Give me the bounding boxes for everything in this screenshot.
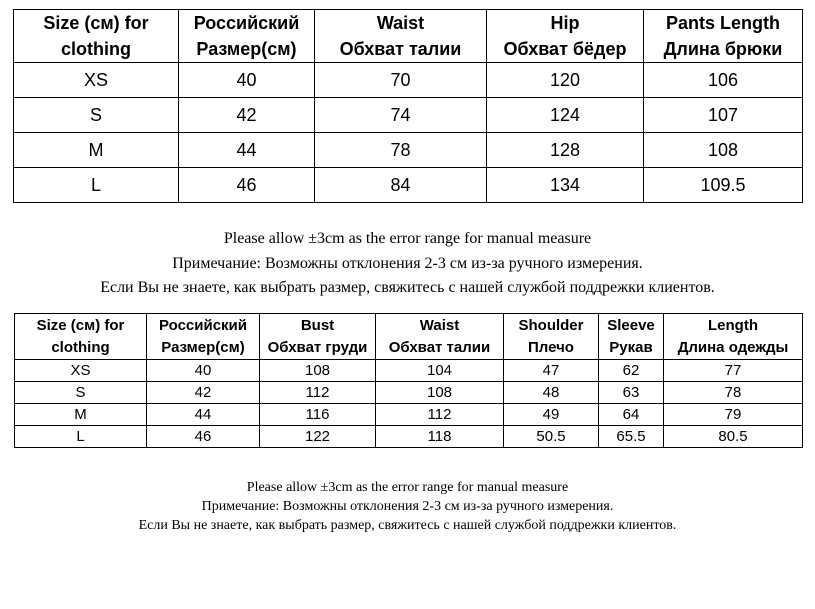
header-line: Pants Length (665, 13, 780, 33)
table-cell: 108 (644, 133, 803, 168)
header-line: Обхват груди (267, 338, 368, 356)
header-line: Waist (419, 316, 460, 334)
table-cell: 62 (599, 360, 664, 382)
table-cell: 108 (260, 360, 376, 382)
table-cell: 40 (179, 63, 315, 98)
table-cell: 108 (376, 382, 504, 404)
table-row (15, 404, 803, 426)
table-cell: 65.5 (599, 426, 664, 448)
table-cell: 109.5 (644, 168, 803, 203)
header-pants-length-cell (644, 10, 803, 63)
header-line: Bust (300, 316, 335, 334)
header-line: Shoulder (518, 316, 584, 334)
table-cell: 106 (644, 63, 803, 98)
header-line: Size (см) for (36, 316, 125, 334)
table-row (15, 382, 803, 404)
table-cell: 46 (147, 426, 260, 448)
measurement-error-note-ru: Примечание: Возможны отклонения 2-3 см из-за ручного измерения. (201, 499, 614, 514)
table-cell: 104 (376, 360, 504, 382)
table-cell: 128 (487, 133, 644, 168)
header-line: clothing (51, 338, 110, 356)
header-line: Обхват бёдер (503, 39, 627, 59)
table-cell: 78 (315, 133, 487, 168)
header-size-cell (14, 10, 179, 63)
header-line: Рукав (609, 338, 653, 356)
table-cell: 42 (147, 382, 260, 404)
header-line: Waist (376, 13, 425, 33)
header-shoulder-cell (504, 314, 599, 360)
table-cell: 74 (315, 98, 487, 133)
table-cell: 63 (599, 382, 664, 404)
table-cell: 44 (179, 133, 315, 168)
table-row (14, 133, 803, 168)
table-cell: 42 (179, 98, 315, 133)
table-cell: 70 (315, 63, 487, 98)
table-cell: 107 (644, 98, 803, 133)
header-line: Размер(см) (196, 39, 297, 59)
table-header-row (14, 10, 803, 63)
header-line: clothing (61, 39, 131, 59)
table-cell: 78 (664, 382, 803, 404)
header-line: Обхват талии (339, 39, 462, 59)
table-cell: 120 (487, 63, 644, 98)
header-line: Российский (193, 13, 300, 33)
table-cell: 80.5 (664, 426, 803, 448)
header-russian-size-cell (147, 314, 260, 360)
table-cell: 44 (147, 404, 260, 426)
table-cell: 77 (664, 360, 803, 382)
table-cell: 134 (487, 168, 644, 203)
table-cell: L (14, 168, 179, 203)
header-waist-cell (315, 10, 487, 63)
table-cell: 124 (487, 98, 644, 133)
measurement-error-note: Please allow ±3cm as the error range for manual measure (246, 480, 569, 495)
table-cell: S (15, 382, 147, 404)
table-cell: 46 (179, 168, 315, 203)
table-cell: 84 (315, 168, 487, 203)
table-cell: XS (14, 63, 179, 98)
support-contact-note: Если Вы не знаете, как выбрать размер, свяжитесь с нашей службой поддрежки клиентов. (100, 279, 715, 296)
header-line: Обхват талии (388, 338, 491, 356)
header-hip-cell (487, 10, 644, 63)
measurement-error-note: Please allow ±3cm as the error range for manual measure (223, 230, 592, 247)
table-row (14, 98, 803, 133)
table-row (15, 426, 803, 448)
support-contact-note: Если Вы не знаете, как выбрать размер, свяжитесь с нашей службой поддрежки клиентов. (138, 518, 677, 533)
header-line: Длина брюки (663, 39, 783, 59)
table-cell: 48 (504, 382, 599, 404)
table-cell: 116 (260, 404, 376, 426)
table-cell: XS (15, 360, 147, 382)
pants-size-table (13, 9, 803, 203)
header-line: Российский (158, 316, 247, 334)
top-size-table (14, 313, 803, 448)
table-cell: 112 (260, 382, 376, 404)
header-bust-cell (260, 314, 376, 360)
header-line: Плечо (528, 338, 574, 356)
header-line: Размер(см) (161, 338, 245, 356)
table-row (14, 168, 803, 203)
table-cell: 50.5 (504, 426, 599, 448)
header-length-cell (664, 314, 803, 360)
table-cell: 47 (504, 360, 599, 382)
header-line: Длина одежды (677, 338, 789, 356)
header-size-cell (15, 314, 147, 360)
table-header-row (15, 314, 803, 360)
table-cell: 64 (599, 404, 664, 426)
table-cell: 122 (260, 426, 376, 448)
header-line: Size (см) for (43, 13, 149, 33)
header-line: Length (708, 316, 758, 334)
measurement-error-note-ru: Примечание: Возможны отклонения 2-3 см из-за ручного измерения. (172, 255, 643, 272)
table-cell: M (14, 133, 179, 168)
table-row (15, 360, 803, 382)
table-cell: 79 (664, 404, 803, 426)
table-cell: 40 (147, 360, 260, 382)
table-cell: 118 (376, 426, 504, 448)
header-russian-size-cell (179, 10, 315, 63)
table-cell: L (15, 426, 147, 448)
table-row (14, 63, 803, 98)
header-line: Sleeve (607, 316, 655, 334)
table-cell: M (15, 404, 147, 426)
table-cell: S (14, 98, 179, 133)
header-sleeve-cell (599, 314, 664, 360)
table-cell: 49 (504, 404, 599, 426)
header-line: Hip (550, 13, 580, 33)
header-waist-cell (376, 314, 504, 360)
table-cell: 112 (376, 404, 504, 426)
